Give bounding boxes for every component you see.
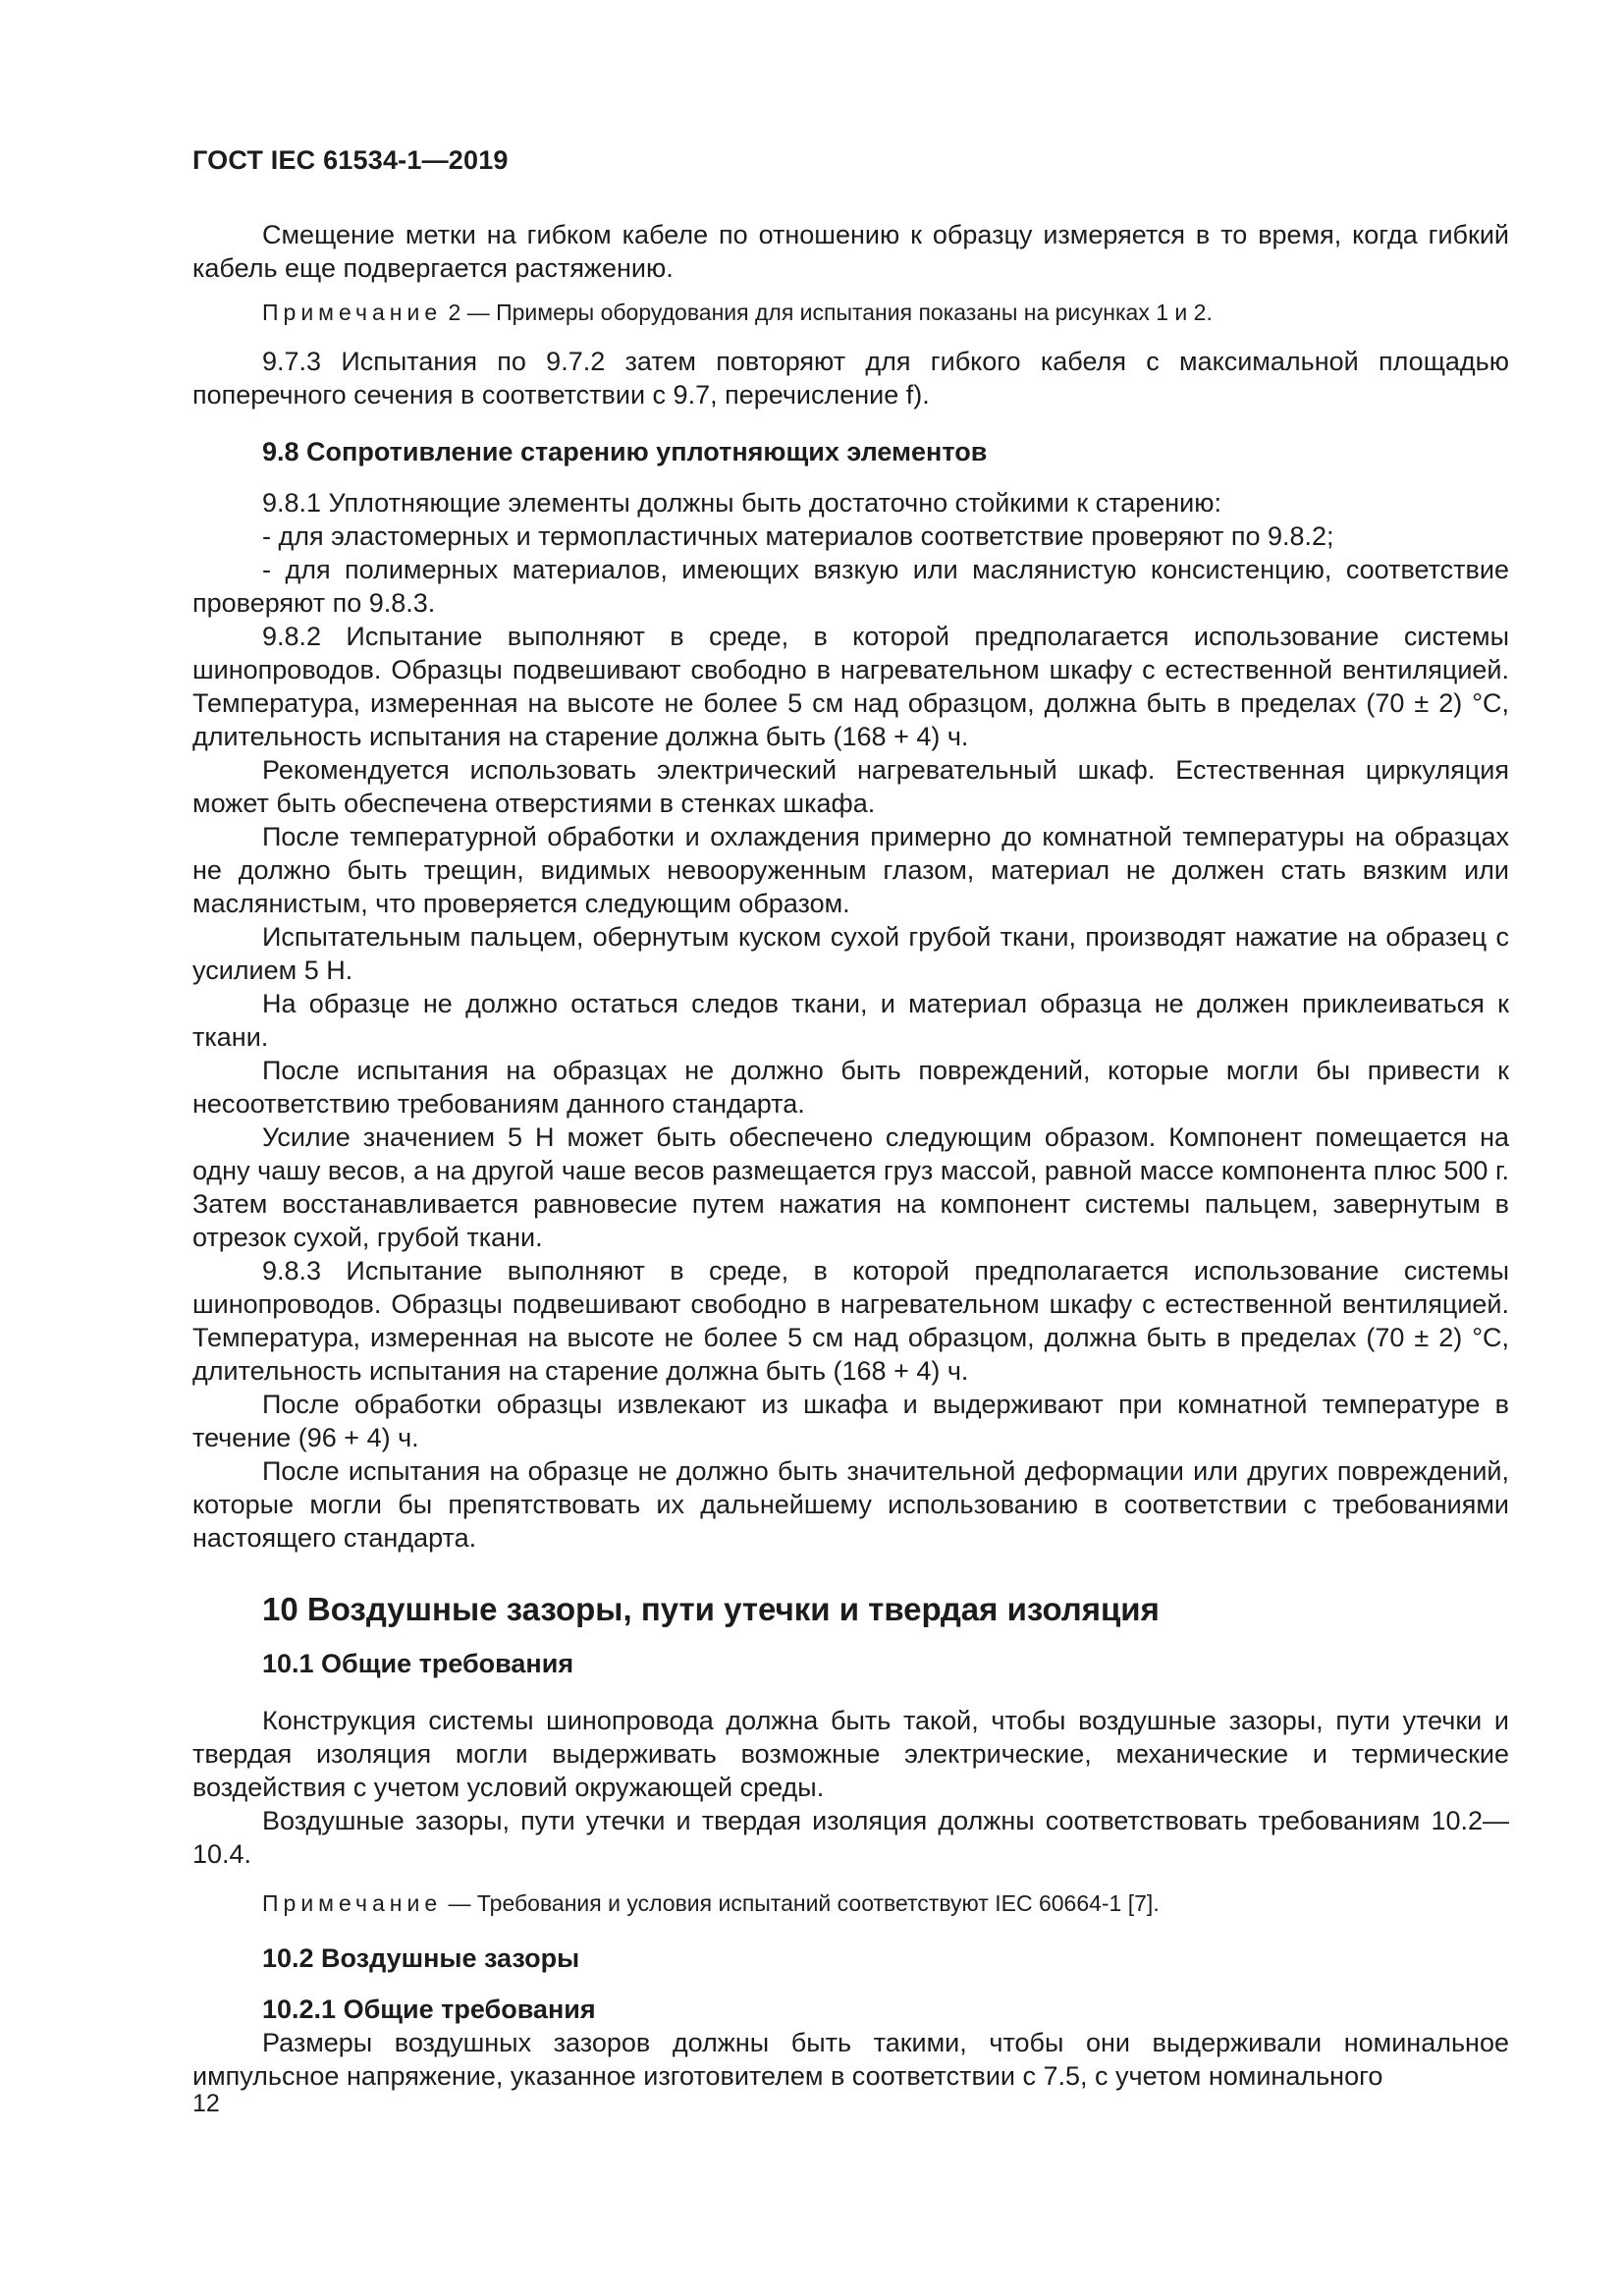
heading-section-10: 10 Воздушные зазоры, пути утечки и твердая изоляция (262, 1591, 1160, 1627)
note-text: 2 — Примеры оборудования для испытания показаны на рисунках 1 и 2. (442, 300, 1213, 325)
paragraph-10-2-1: Размеры воздушных зазоров должны быть такими, чтобы они выдерживали номинальное импульсное напряжение, указанное изготовителем в соответствии с 7.5, с учетом номинального (192, 2028, 1509, 2091)
paragraph: Воздушные зазоры, пути утечки и твердая изоляция должны соответствовать требованиям 10.2—10.4. (192, 1806, 1509, 1869)
page-header-title: ГОСТ IEC 61534-1—2019 (192, 145, 509, 175)
heading-9-8: 9.8 Сопротивление старению уплотняющих элементов (262, 437, 988, 466)
paragraph-9-8-2: 9.8.2 Испытание выполняют в среде, в которой предполагается использование системы шинопроводов. Образцы подвешивают свободно в нагревательном шкафу с естественной вентиляцией. Температура, измеренная на высоте не более 5 см над образцом, должна быть в пределах (70 ± 2) °C, длительность испытания на старение должна быть (168 + 4) ч. (192, 622, 1509, 751)
paragraph-9-8-3: 9.8.3 Испытание выполняют в среде, в которой предполагается использование системы шинопроводов. Образцы подвешивают свободно в нагревательном шкафу с естественной вентиляцией. Температура, измеренная на высоте не более 5 см над образцом, должна быть в пределах (70 ± 2) °C, длительность испытания на старение должна быть (168 + 4) ч. (192, 1256, 1509, 1386)
list-item: - для полимерных материалов, имеющих вязкую или маслянистую консистенцию, соответствие проверяют по 9.8.3. (192, 555, 1509, 618)
paragraph: Смещение метки на гибком кабеле по отношению к образцу измеряется в то время, когда гибкий кабель еще подвергается растяжению. (192, 220, 1509, 283)
paragraph: После испытания на образце не должно быть значительной деформации или других повреждений, которые могли бы препятствовать их дальнейшему использованию в соответствии с требованиями настоящего стандарта. (192, 1456, 1509, 1553)
heading-10-1: 10.1 Общие требования (262, 1649, 574, 1678)
paragraph: После температурной обработки и охлаждения примерно до комнатной температуры на образцах не должно быть трещин, видимых невооруженным глазом, материал не должен стать вязким или маслянистым, что проверяется следующим образом. (192, 822, 1509, 918)
paragraph: На образце не должно остаться следов ткани, и материал образца не должен приклеиваться к ткани. (192, 989, 1509, 1052)
paragraph: После обработки образцы извлекают из шкафа и выдерживают при комнатной температуре в течение (96 + 4) ч. (192, 1390, 1509, 1452)
heading-10-2: 10.2 Воздушные зазоры (262, 1943, 580, 1973)
note-text: — Требования и условия испытаний соответствуют IEC 60664-1 [7]. (442, 1890, 1160, 1916)
note-label: Примечание (262, 300, 443, 325)
heading-10-2-1: 10.2.1 Общие требования (262, 1995, 596, 2024)
paragraph-9-7-3: 9.7.3 Испытания по 9.7.2 затем повторяют для гибкого кабеля с максимальной площадью поперечного сечения в соответствии с 9.7, перечисление f). (192, 347, 1509, 410)
paragraph: Испытательным пальцем, обернутым куском сухой грубой ткани, производят нажатие на образец с усилием 5 Н. (192, 922, 1509, 985)
note-label: Примечание (262, 1890, 443, 1916)
paragraph: Усилие значением 5 Н может быть обеспечено следующим образом. Компонент помещается на одну чашу весов, а на другой чаше весов размещается груз массой, равной массе компонента плюс 500 г. Затем восстанавливается равновесие путем нажатия на компонент системы пальцем, завернутым в отрезок сухой, грубой ткани. (192, 1122, 1509, 1252)
paragraph: После испытания на образцах не должно быть повреждений, которые могли бы привести к несоответствию требованиям данного стандарта. (192, 1056, 1509, 1119)
list-item: - для эластомерных и термопластичных материалов соответствие проверяют по 9.8.2; (262, 521, 1334, 551)
note-1 (192, 298, 1509, 327)
paragraph: Рекомендуется использовать электрический нагревательный шкаф. Естественная циркуляция может быть обеспечена отверстиями в стенках шкафа. (192, 755, 1509, 818)
page-content (192, 218, 1509, 2093)
paragraph-9-8-1: 9.8.1 Уплотняющие элементы должны быть достаточно стойкими к старению: (262, 488, 1221, 518)
paragraph: Конструкция системы шинопровода должна быть такой, чтобы воздушные зазоры, пути утечки и твердая изоляция могли выдерживать возможные электрические, механические и термические воздействия с учетом условий окружающей среды. (192, 1706, 1509, 1802)
note-2 (192, 1888, 1509, 1918)
page-number: 12 (192, 2090, 220, 2117)
